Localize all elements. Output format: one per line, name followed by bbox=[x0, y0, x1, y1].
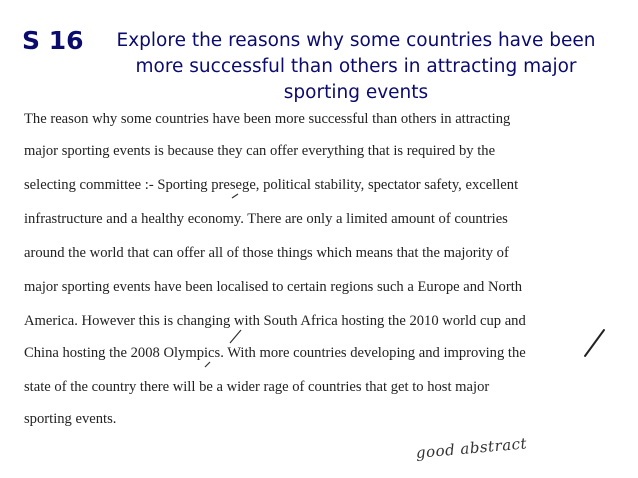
essay-line: major sporting events is because they can offer everything that is required by the bbox=[24, 143, 496, 159]
tick-mark bbox=[585, 330, 604, 356]
slide-number: S 16 bbox=[22, 26, 84, 55]
essay-line: infrastructure and a healthy economy. There are only a limited amount of countries bbox=[24, 211, 508, 227]
essay-line: major sporting events have been localised to certain regions such a Europe and North bbox=[24, 279, 523, 295]
essay-line: sporting events. bbox=[24, 411, 117, 427]
tick-mark bbox=[205, 362, 210, 367]
essay-line: America. However this is changing with South Africa hosting the 2010 world cup and bbox=[24, 313, 526, 329]
essay-line: selecting committee :- Sporting presege, political stability, spectator safety, excellent bbox=[24, 177, 519, 193]
tick-mark bbox=[230, 330, 241, 343]
slide-title: Explore the reasons why some countries have been more successful than others in attracting major sporting events bbox=[116, 30, 596, 103]
essay-line: state of the country there will be a wider rage of countries that get to host major bbox=[24, 379, 490, 395]
tick-mark bbox=[232, 194, 238, 198]
essay-line: around the world that can offer all of those things which means that the majority of bbox=[24, 245, 509, 261]
essay-line: The reason why some countries have been more successful than others in attracting bbox=[24, 111, 511, 127]
essay-line: China hosting the 2008 Olympics. With more countries developing and improving the bbox=[24, 345, 526, 361]
marker-handwritten-comment: good abstract bbox=[415, 434, 528, 462]
